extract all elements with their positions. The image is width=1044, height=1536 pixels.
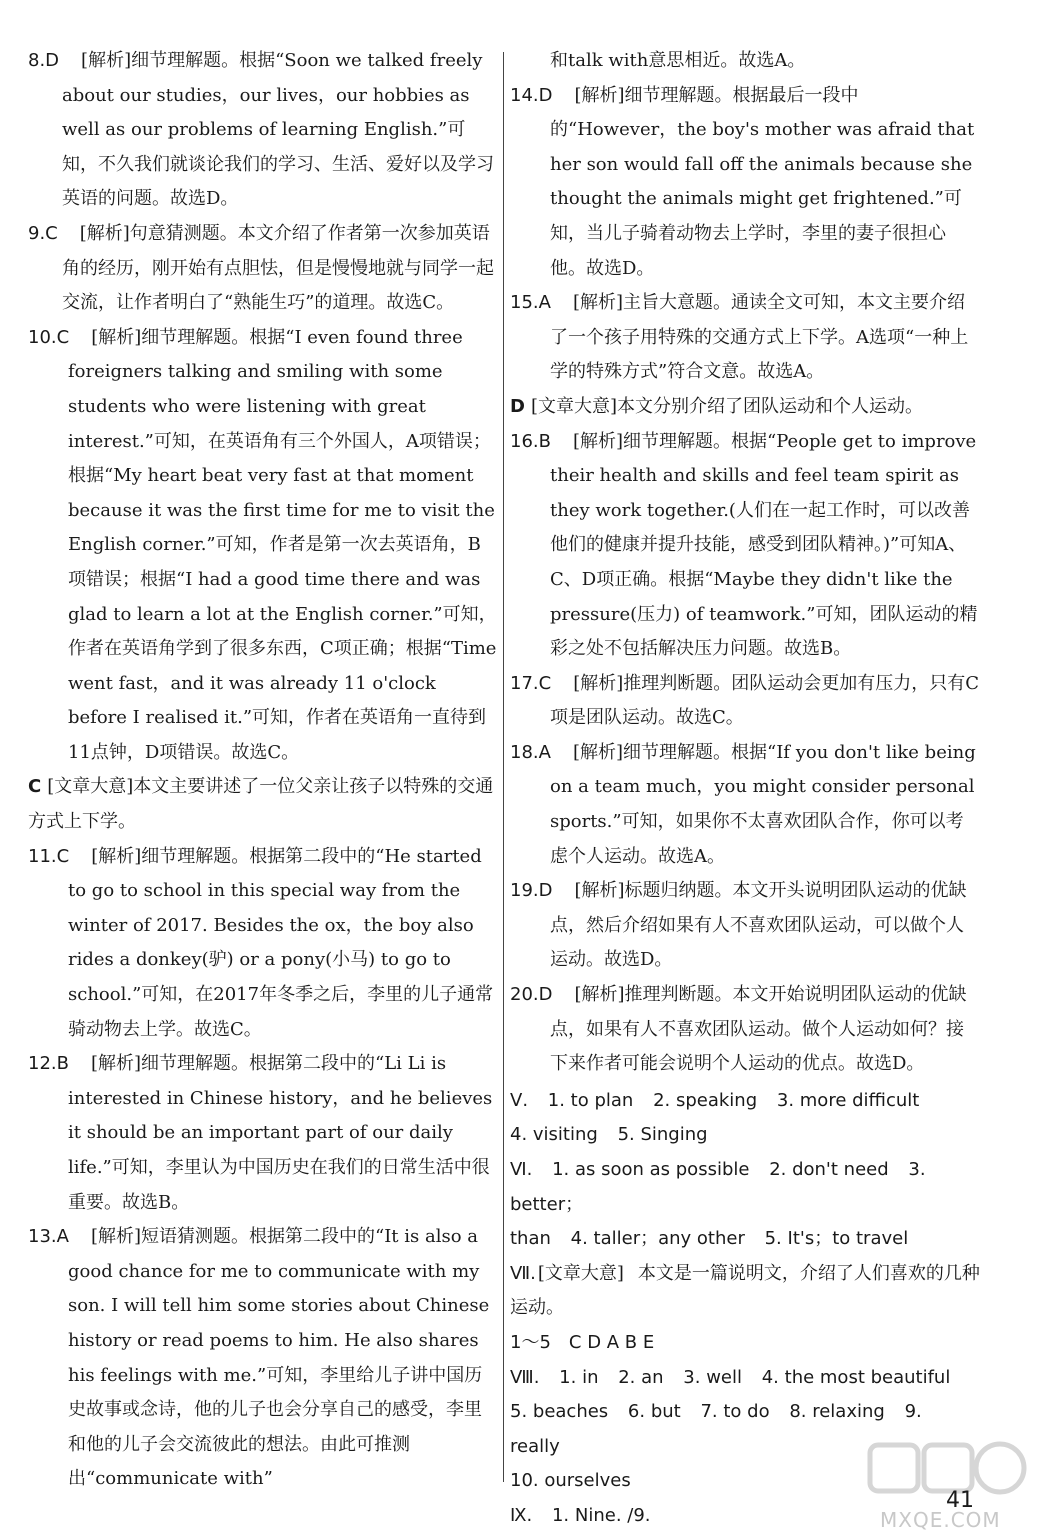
explanation-tag: [解析] bbox=[574, 84, 625, 106]
watermark-text: MXQE.COM bbox=[880, 1508, 1001, 1532]
section-ix-label: Ⅸ. bbox=[510, 1504, 533, 1526]
page-number: 41 bbox=[946, 1488, 974, 1513]
explanation-text: 细节理解题。根据最后一段中的“However，the boy's mother was afraid that her son would fall off the animals because she thought the animals might get frightened.”可知，当儿子骑着动物去上学时，李里的妻子很担心他。故选D。 bbox=[550, 84, 975, 279]
explanation-tag: [解析] bbox=[90, 1226, 141, 1248]
answer: 9. really bbox=[510, 1401, 922, 1457]
summary-text: 本文是一篇说明文，介绍了人们喜欢的几种运动。 bbox=[510, 1262, 980, 1319]
answer-explanation bbox=[510, 978, 980, 1082]
answer-explanation bbox=[510, 736, 980, 874]
continuation-text bbox=[510, 44, 980, 79]
section-v-label: Ⅴ. bbox=[510, 1089, 529, 1111]
question-answer: 20.D bbox=[510, 984, 553, 1006]
explanation-text: 细节理解题。根据“Soon we talked freely about our studies，our lives，our hobbies as well as our problems of learning English.”可知，不久我们就谈论我们的学习、生活、爱好以及学习英语的问题。故选D。 bbox=[62, 50, 494, 210]
explanation-tag: [解析] bbox=[574, 984, 625, 1006]
answer: 10. ourselves bbox=[510, 1470, 631, 1492]
answer-explanation bbox=[28, 217, 498, 321]
explanation-tag: [解析] bbox=[91, 326, 142, 348]
column-divider bbox=[503, 52, 504, 1482]
section-viii-line1 bbox=[510, 1361, 980, 1396]
explanation-text: 标题归纳题。本文开头说明团队运动的优缺点，然后介绍如果有人不喜欢团队运动，可以做个人运动。故选D。 bbox=[550, 880, 967, 971]
answer-explanation bbox=[510, 79, 980, 287]
explanation-text: 细节理解题。根据“If you don't like being on a team much，you might consider personal sports.”可知，如果你不太喜欢团队合作，你可以考虑个人运动。故选A。 bbox=[550, 741, 976, 867]
answer: 1. in bbox=[559, 1366, 599, 1388]
summary-tag: [文章大意] bbox=[537, 1262, 624, 1284]
section-v-line1 bbox=[510, 1084, 980, 1119]
answer-explanation bbox=[28, 1047, 498, 1220]
answer-explanation bbox=[510, 667, 980, 736]
explanation-text: 推理判断题。团队运动会更加有压力，只有C项是团队运动。故选C。 bbox=[550, 672, 980, 729]
explanation-text: 句意猜测题。本文介绍了作者第一次参加英语角的经历，刚开始有点胆怯，但是慢慢地就与同学一起交流，让作者明白了“熟能生巧”的道理。故选C。 bbox=[62, 222, 494, 314]
passage-summary bbox=[28, 770, 498, 839]
explanation-tag: [解析] bbox=[572, 741, 623, 763]
explanation-tag: [解析] bbox=[573, 672, 624, 694]
question-answer: 14.D bbox=[510, 84, 553, 106]
explanation-text: 细节理解题。根据第二段中的“He started to go to school in this special way from the winter of 2017. Besides the ox，the boy also rides a donkey(驴) or a pony(小马) to go to school.”可知，在2017年冬季之后，李里的儿子通常骑动物去上学。故选C。 bbox=[68, 845, 494, 1040]
section-vi-line1 bbox=[510, 1153, 980, 1222]
explanation-text: 本文主要讲述了一位父亲让孩子以特殊的交通方式上下学。 bbox=[28, 776, 494, 833]
section-vi-line2 bbox=[510, 1222, 980, 1257]
left-column bbox=[28, 44, 498, 1497]
answer: 8. relaxing bbox=[789, 1401, 885, 1423]
question-answer: 17.C bbox=[510, 672, 552, 694]
explanation-text: 本文分别介绍了团队运动和个人运动。 bbox=[617, 395, 923, 417]
answer-explanation bbox=[510, 286, 980, 390]
answer: 1. Nine. /9. bbox=[551, 1504, 651, 1526]
answer-explanation bbox=[510, 425, 980, 667]
question-answer: 19.D bbox=[510, 880, 553, 902]
question-answer: 8.D bbox=[28, 50, 60, 71]
question-answer: 10.C bbox=[28, 326, 70, 348]
answer: 3. well bbox=[683, 1366, 742, 1388]
question-answer: 9.C bbox=[28, 222, 58, 244]
answer-explanation bbox=[510, 874, 980, 978]
explanation-tag: [解析] bbox=[572, 292, 623, 314]
answer: 4. visiting bbox=[510, 1124, 598, 1146]
section-vii-summary bbox=[510, 1257, 980, 1326]
right-explanations bbox=[510, 44, 980, 1082]
answer: 2. an bbox=[618, 1366, 664, 1388]
passage-letter: C bbox=[28, 776, 42, 798]
explanation-tag: [解析] bbox=[91, 845, 142, 867]
answer: 2. don't need bbox=[769, 1159, 889, 1180]
answer: 3. more difficult bbox=[776, 1089, 920, 1111]
answer-explanation bbox=[28, 1220, 498, 1497]
explanation-tag: [文章大意] bbox=[530, 395, 617, 417]
answer: 4. taller；any other bbox=[570, 1228, 745, 1250]
answer: 5. Singing bbox=[617, 1124, 708, 1146]
question-answer: 12.B bbox=[28, 1053, 69, 1075]
question-answer: 16.B bbox=[510, 430, 551, 452]
section-vii-label: Ⅶ. bbox=[510, 1262, 536, 1284]
answer-explanation bbox=[28, 44, 498, 217]
explanation-text: 推理判断题。本文开始说明团队运动的优缺点，如果有人不喜欢团队运动。做个人运动如何？接下来作者可能会说明个人运动的优点。故选D。 bbox=[550, 984, 967, 1075]
answer: 4. the most beautiful bbox=[761, 1366, 951, 1388]
explanation-text: 主旨大意题。通读全文可知，本文主要介绍了一个孩子用特殊的交通方式上下学。A选项“一种上学的特殊方式”符合文意。故选A。 bbox=[550, 292, 969, 383]
passage-letter: D bbox=[510, 395, 525, 417]
answer: 5. It's；to travel bbox=[764, 1228, 909, 1250]
question-answer: 15.A bbox=[510, 292, 551, 314]
answer: 3. better； bbox=[510, 1159, 926, 1215]
right-column bbox=[510, 44, 980, 1534]
question-answer: 11.C bbox=[28, 845, 70, 867]
explanation-text: 细节理解题。根据第二段中的“Li Li is interested in Chinese history，and he believes it should be an important part of our daily life.”可知，李里认为中国历史在我们的日常生活中很重要。故选B。 bbox=[68, 1053, 493, 1213]
answer: 5. beaches bbox=[510, 1401, 609, 1423]
answer-explanation bbox=[28, 321, 498, 771]
explanation-tag: [解析] bbox=[81, 50, 132, 71]
answer-explanation bbox=[28, 840, 498, 1048]
answer: 1. to plan bbox=[547, 1089, 634, 1111]
question-answer: 18.A bbox=[510, 741, 551, 763]
section-vi-label: Ⅵ. bbox=[510, 1159, 533, 1180]
answer: 6. but bbox=[627, 1401, 681, 1423]
passage-summary bbox=[510, 390, 980, 425]
section-v-line2 bbox=[510, 1118, 980, 1153]
answer: 7. to do bbox=[700, 1401, 770, 1423]
section-vii-answers: 1～5 C D A B E bbox=[510, 1331, 655, 1353]
explanation-tag: [解析] bbox=[574, 880, 625, 902]
explanation-tag: [解析] bbox=[572, 430, 624, 452]
answer: 2. speaking bbox=[653, 1089, 758, 1111]
explanation-tag: [解析] bbox=[79, 222, 130, 244]
explanation-text: 细节理解题。根据“I even found three foreigners talking and smiling with some students who were listening with great interest.”可知，在英语角有三个外国人，A项错误；根据“My heart beat very fast at that moment because it was the first time for me to visit the English corner.”可知，作者是第一次去英语角，B项错误；根据“I had a good time there and was glad to learn a lot at the English corner.”可知，作者在英语角学到了很多东西，C项正确；根据“Time went fast，and it was already 11 o'clock before I realised it.”可知，作者在英语角一直待到11点钟，D项错误。故选C。 bbox=[68, 326, 497, 763]
explanation-text: 短语猜测题。根据第二段中的“It is also a good chance for me to communicate with my son. I will tell him some stories about Chinese history or read poems to him. He also shares his feelings with me.”可知，李里给儿子讲中国历史故事或念诗，他的儿子也会分享自己的感受，李里和他的儿子会交流彼此的想法。由此可推测出“communicate with” bbox=[68, 1226, 490, 1490]
explanation-text: 和talk with意思相近。故选A。 bbox=[550, 50, 806, 71]
explanation-text: 细节理解题。根据“People get to improve their health and skills and feel team spirit as they work together.(人们在一起工作时，可以改善他们的健康并提升技能，感受到团队精神。)”可知A、C、D项正确。根据“Maybe they didn't like the pressure(压力) of teamwork.”可知，团队运动的精彩之处不包括解决压力问题。故选B。 bbox=[550, 430, 978, 660]
section-viii-label: Ⅷ. bbox=[510, 1366, 540, 1388]
answer: than bbox=[510, 1228, 551, 1250]
explanation-tag: [解析] bbox=[90, 1053, 142, 1075]
answer: 1. as soon as possible bbox=[552, 1159, 750, 1180]
question-answer: 13.A bbox=[28, 1226, 69, 1248]
explanation-tag: [文章大意] bbox=[47, 776, 134, 798]
